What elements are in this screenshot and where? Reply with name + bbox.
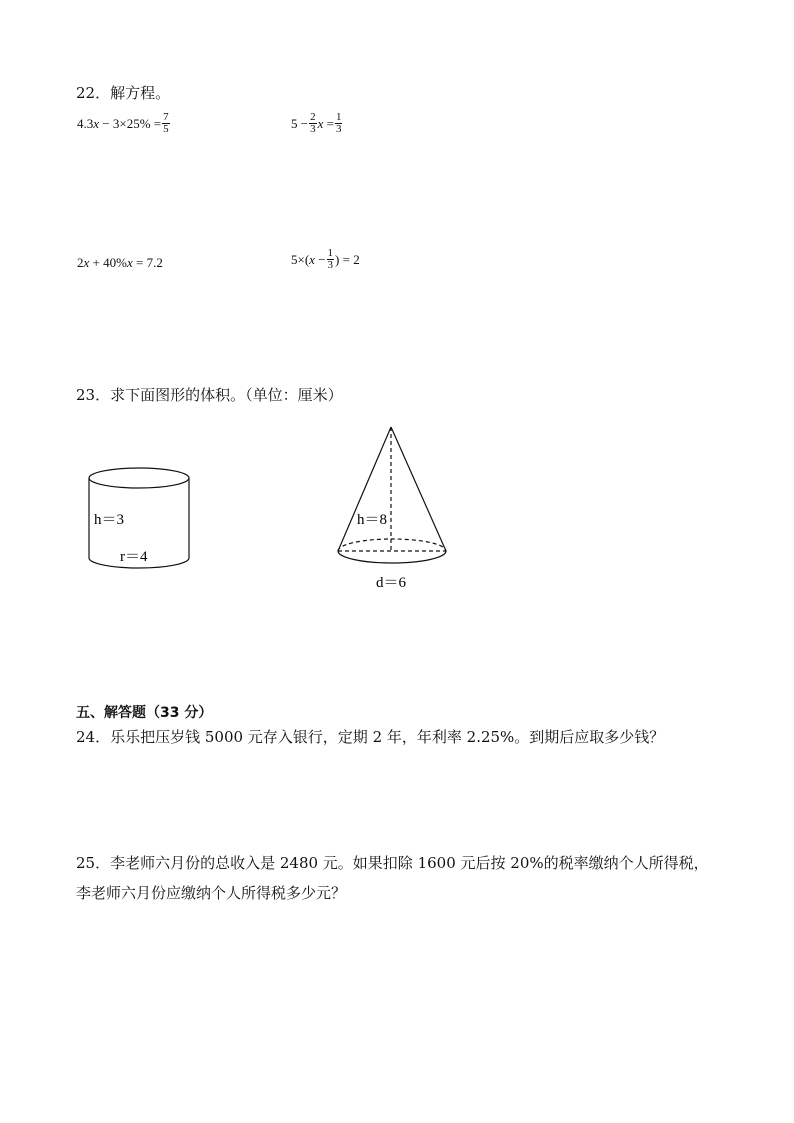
cylinder-radius-label: r＝4 xyxy=(120,549,148,565)
eq2-numerator: 2 xyxy=(310,111,316,123)
q23-heading: 23．求下面图形的体积。（单位：厘米） xyxy=(76,386,343,404)
eq2-term-b: = xyxy=(323,115,334,131)
q25-line-1: 25．李老师六月份的总收入是 2480 元。如果扣除 1600 元后按 20%的税率缴纳个人所得税， xyxy=(76,854,709,872)
eq3-term-c: = 7.2 xyxy=(132,255,163,270)
eq3-term-a: 2 xyxy=(77,255,84,270)
eq1-term-b: − 3×25% = xyxy=(99,115,162,131)
eq3-var-2: x xyxy=(126,255,133,270)
cone-base-front-arc xyxy=(338,551,446,563)
cone-right-edge xyxy=(391,427,446,551)
eq3-var-1: x xyxy=(83,255,90,270)
eq4-denominator: 3 xyxy=(327,259,334,271)
q22-heading: 22．解方程。 xyxy=(76,84,171,102)
eq4-numerator: 1 xyxy=(327,247,334,259)
q25-line-2: 李老师六月份应缴纳个人所得税多少元？ xyxy=(76,884,347,902)
cylinder-top-ellipse xyxy=(89,468,189,488)
eq4-term-c: ) = 2 xyxy=(335,251,360,267)
eq1-denominator: 5 xyxy=(163,123,169,135)
cone-left-edge xyxy=(338,427,391,551)
q24-text: 24．乐乐把压岁钱 5000 元存入银行，定期 2 年，年利率 2.25%。到期后应取多少钱？ xyxy=(76,728,665,746)
eq3-term-b: + 40% xyxy=(89,255,127,270)
cone-figure xyxy=(338,427,446,563)
eq2-denominator: 3 xyxy=(310,123,316,135)
cylinder-height-label: h＝3 xyxy=(94,512,125,528)
eq2-denominator-2: 3 xyxy=(335,123,342,135)
eq1-term-a: 4.3 xyxy=(77,115,94,131)
cone-base-back-arc xyxy=(338,539,446,551)
eq2-numerator-2: 1 xyxy=(335,111,342,123)
eq4-term-a: 5×( xyxy=(291,251,310,267)
cone-diameter-label: d＝6 xyxy=(376,575,407,591)
cone-height-label: h＝8 xyxy=(357,512,388,528)
eq2-var: x xyxy=(317,115,324,131)
eq1-var: x xyxy=(93,115,100,131)
eq4-term-b: − xyxy=(314,251,326,267)
eq1-numerator: 7 xyxy=(163,111,169,123)
eq2-term-a: 5 − xyxy=(291,115,309,131)
eq4-var: x xyxy=(309,251,315,267)
section-5-title: 五、解答题（33 分） xyxy=(76,705,213,721)
